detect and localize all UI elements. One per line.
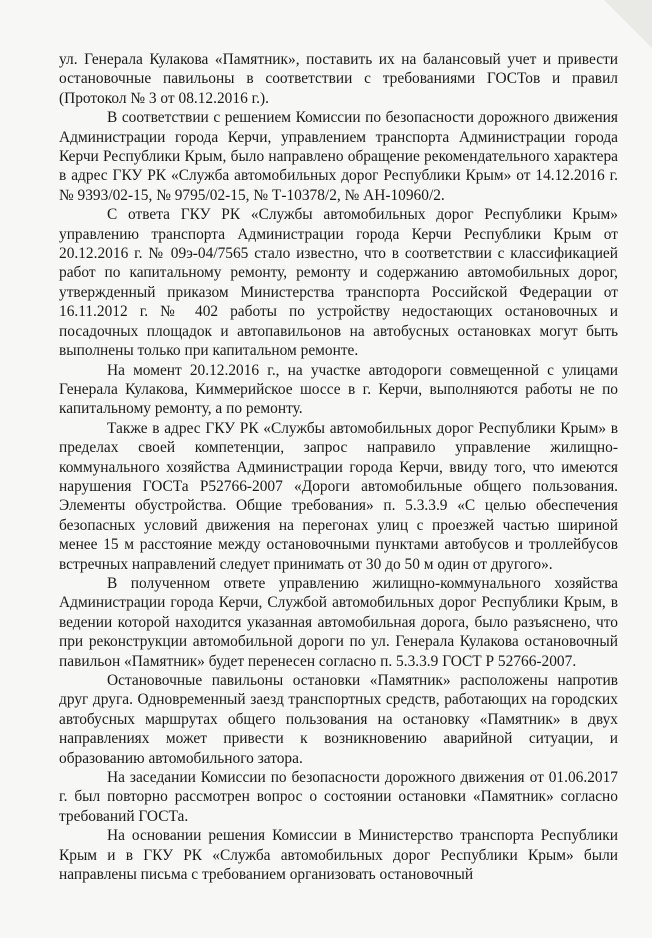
paragraph-1: ул. Генерала Кулакова «Памятник», поставить их на балансовый учет и привести остановочные павильоны в соответствии с требованиями ГОСТов и правил (Протокол № 3 от 08.12.2016 г.). [59,51,618,107]
page-corner-fold [604,0,652,48]
paragraph-3: С ответа ГКУ РК «Службы автомобильных дорог Республики Крым» управлению транспорта Администрации города Керчи Республики Крым от 20.12.2016 г. № 09э-04/7565 стало известно, что в соответствии с классификацией работ по капитальному ремонту, ремонту и содержанию автомобильных дорог, утвержденный приказом Министерства транспорта Российской Федерации от 16.11.2012 г. № 402 работы по устройству недостающих остановочных и посадочных площадок и автопавильонов на автобусных остановках могут быть выполнены только при капитальном ремонте. [59,206,618,360]
paragraph-8: На заседании Комиссии по безопасности дорожного движения от 01.06.2017 г. был повторно рассмотрен вопрос о состоянии остановки «Памятник» согласно требований ГОСТа. [59,769,618,825]
paragraph-9: На основании решения Комиссии в Министерство транспорта Республики Крым и в ГКУ РК «Служба автомобильных дорог Республики Крым» были направлены письма с требованием организовать остановочный [59,827,618,884]
paragraph-6: В полученном ответе управлению жилищно-коммунального хозяйства Администрации города Керчи, Службой автомобильных дорог Республики Крым, в ведении которой находится указанная автомобильная дорога, было разъяснено, что при реконструкции автомобильной дороги по ул. Генерала Кулакова остановочный павильон «Памятник» будет перенесен согласно п. 5.3.3.9 ГОСТ Р 52766-2007. [59,574,618,670]
paragraph-4: На момент 20.12.2016 г., на участке автодороги совмещенной с улицами Генерала Кулакова, Киммерийское шоссе в г. Керчи, выполняются работы не по капитальному ремонту, а по ремонту. [59,361,618,418]
paragraph-7: Остановочные павильоны остановки «Памятник» расположены напротив друг друга. Одновременный заезд транспортных средств, работающих на городских автобусных маршрутах общего пользования на остановку «Памятник» в двух направлениях может привести к возникновению аварийной ситуации, и образованию автомобильного затора. [59,672,618,767]
paragraph-5: Также в адрес ГКУ РК «Службы автомобильных дорог Республики Крым» в пределах своей компетенции, запрос направило управление жилищно-коммунального хозяйства Администрации города Керчи, ввиду того, что имеются нарушения ГОСТа Р52766-2007 «Дороги автомобильные общего пользования. Элементы обустройства. Общие требования» п. 5.3.3.9 «С целью обеспечения безопасных условий движения на перегонах улиц с проезжей частью шириной менее 15 м расстояние между остановочными пунктами автобусов и троллейбусов встречных направлений следует принимать от 30 до 50 м один от другого». [59,419,618,573]
paragraph-2: В соответствии с решением Комиссии по безопасности дорожного движения Администрации города Керчи, управлением транспорта Администрации города Керчи Республики Крым, было направлено обращение рекомендательного характера в адрес ГКУ РК «Служба автомобильных дорог Республики Крым» от 14.12.2016 г. № 9393/02-15, № 9795/02-15, № Т-10378/2, № АН-10960/2. [59,109,618,204]
